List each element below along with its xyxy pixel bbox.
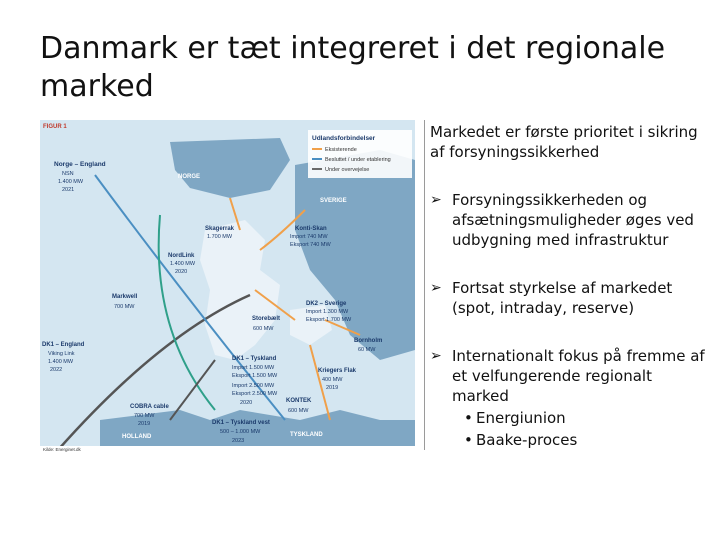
dk2se-title: DK2 – Sverige: [306, 301, 347, 307]
kontek-mw: 600 MW: [288, 408, 309, 414]
arrow-bullet-icon: ➢: [430, 192, 442, 208]
interconnector-map: [40, 120, 415, 452]
dk2se-line-1: Import 1.300 MW: [306, 309, 349, 315]
text-column: [430, 122, 710, 450]
dk1de-line-1: Import 1.500 MW: [232, 365, 275, 371]
dk1de-line-5: 2020: [240, 400, 253, 406]
sub-bullet-item: [464, 408, 710, 428]
column-divider: [424, 120, 425, 450]
dk2se-line-2: Eksport 1.700 MW: [306, 317, 352, 323]
markwell-title: Markwell: [112, 294, 138, 300]
nordlink-mw: 1.400 MW: [170, 261, 196, 267]
kriegers-title: Kriegers Flak: [318, 368, 357, 374]
bullet-text: Internationalt fokus på fremme af et velfungerende regionalt marked: [452, 347, 705, 405]
arrow-bullet-icon: ➢: [430, 280, 442, 296]
bornholm-mw: 60 MW: [358, 347, 376, 353]
legend-item-existing: Eksisterende: [325, 147, 357, 153]
legend-item-planned: Under overvejelse: [325, 167, 370, 173]
viking-line-2: 1.400 MW: [48, 359, 74, 365]
storebaelt-title: Storebælt: [252, 316, 281, 322]
skagerrak-title: Skagerrak: [205, 226, 235, 232]
nsl-line-1: NSN: [62, 171, 74, 177]
legend-title: Udlandsforbindelser: [312, 135, 376, 142]
label-sverige: SVERIGE: [320, 198, 347, 204]
bullet-item: [430, 190, 710, 250]
footer-strip: [40, 446, 415, 452]
vestkyst-title: DK1 – Tyskland vest: [212, 420, 270, 426]
map-svg: [40, 120, 415, 452]
kontek-title: KONTEK: [286, 398, 312, 404]
sub-bullet-text: Baake-proces: [476, 431, 578, 449]
viking-line-3: 2022: [50, 367, 63, 373]
dk1de-line-2: Eksport 1.500 MW: [232, 373, 278, 379]
markwell-mw: 700 MW: [114, 304, 135, 310]
dot-bullet-icon: •: [464, 431, 473, 449]
cobra-year: 2019: [138, 421, 151, 427]
label-norge: NORGE: [178, 174, 201, 180]
figure-header: FIGUR 1: [43, 124, 67, 130]
vestkyst-line-2: 2023: [232, 438, 245, 444]
legend-item-decided: Besluttet / under etablering: [325, 157, 391, 163]
nsl-line-2: 1.400 MW: [58, 179, 84, 185]
figure-footer: Kilde: Energinet.dk: [43, 447, 81, 452]
label-tyskland: TYSKLAND: [290, 432, 323, 438]
kriegers-line-2: 2019: [326, 385, 339, 391]
cobra-title: COBRA cable: [130, 404, 169, 410]
kontiskan-line-1: Import 740 MW: [290, 234, 328, 240]
storebaelt-mw: 600 MW: [253, 326, 274, 332]
dk1de-line-3: Import 2.500 MW: [232, 383, 275, 389]
kontiskan-title: Konti-Skan: [295, 226, 327, 232]
skagerrak-mw: 1.700 MW: [207, 234, 233, 240]
vestkyst-line-1: 500 – 1.000 MW: [220, 429, 261, 435]
label-holland: HOLLAND: [122, 434, 152, 440]
viking-title: DK1 – England: [42, 342, 85, 348]
bullet-text: Forsyningssikkerheden og afsætningsmuligheder øges ved udbygning med infrastruktur: [452, 191, 694, 249]
dk1de-line-4: Eksport 2.500 MW: [232, 391, 278, 397]
kriegers-line-1: 400 MW: [322, 377, 343, 383]
sub-bullet-item: [464, 430, 710, 450]
content-heading: Markedet er første prioritet i sikring af forsyningssikkerhed: [430, 123, 698, 161]
nsl-title: Norge – England: [54, 161, 106, 168]
bornholm-title: Bornholm: [354, 338, 383, 344]
bullet-item: [430, 346, 710, 450]
viking-line-1: Viking Link: [48, 351, 75, 357]
dot-bullet-icon: •: [464, 409, 473, 427]
bullet-item: [430, 278, 710, 318]
kontiskan-line-2: Eksport 740 MW: [290, 242, 331, 248]
cobra-mw: 700 MW: [134, 413, 155, 419]
nordlink-title: NordLink: [168, 253, 195, 259]
slide-title: Danmark er tæt integreret i det regionale marked: [40, 31, 666, 104]
bullet-text: Fortsat styrkelse af markedet (spot, intraday, reserve): [452, 279, 673, 317]
nordlink-year: 2020: [175, 269, 188, 275]
sub-bullet-text: Energiunion: [476, 409, 566, 427]
arrow-bullet-icon: ➢: [430, 348, 442, 364]
nsl-line-3: 2021: [62, 187, 75, 193]
dk1de-title: DK1 – Tyskland: [232, 356, 277, 362]
